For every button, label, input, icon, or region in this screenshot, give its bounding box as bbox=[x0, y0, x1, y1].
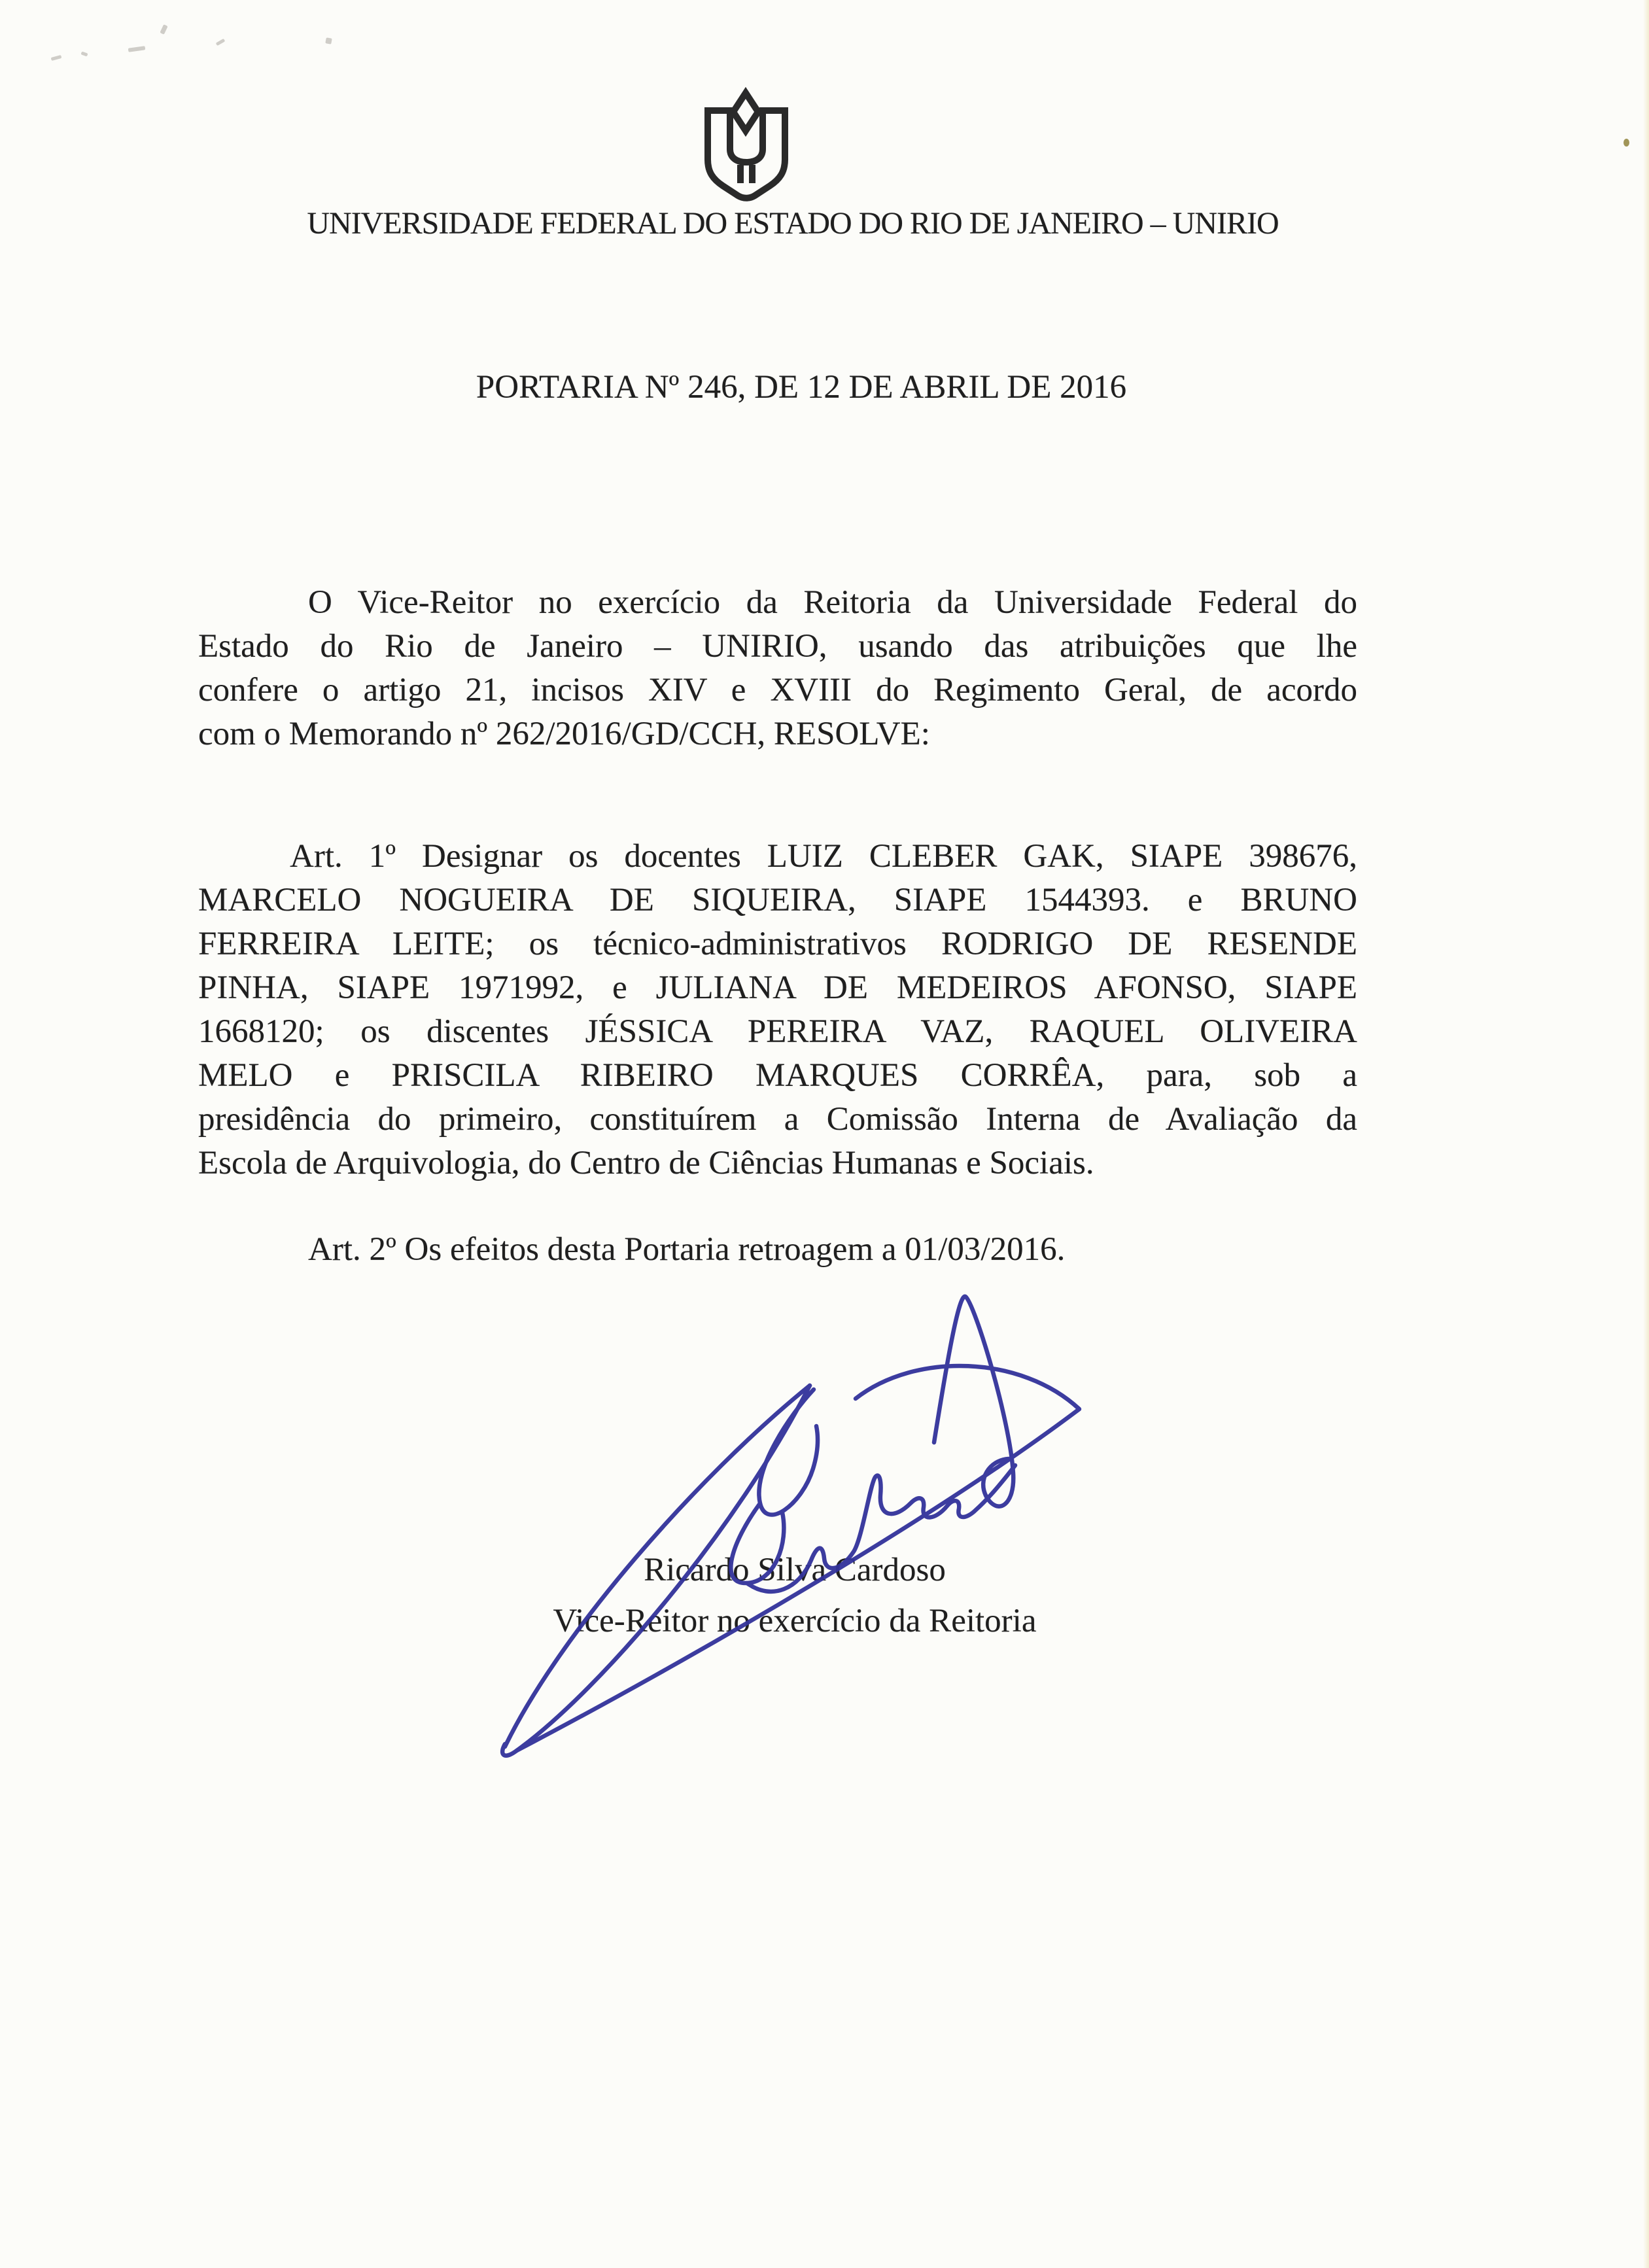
pencil-scuff bbox=[128, 46, 146, 52]
article-1-line: MELO e PRISCILA RIBEIRO MARQUES CORRÊA, para, sob a bbox=[198, 1057, 1357, 1094]
article-1-line: presidência do primeiro, constituírem a Comissão Interna de Avaliação da bbox=[198, 1101, 1357, 1138]
pencil-scuff bbox=[80, 51, 88, 56]
paper-speck bbox=[1623, 139, 1629, 147]
preamble-line: Estado do Rio de Janeiro – UNIRIO, usando das atribuições que lhe bbox=[198, 628, 1357, 665]
signature-stroke bbox=[759, 1389, 818, 1514]
article-1-line: Escola de Arquivologia, do Centro de Ciências Humanas e Sociais. bbox=[198, 1145, 1094, 1181]
document-title: PORTARIA Nº 246, DE 12 DE ABRIL DE 2016 bbox=[476, 369, 1127, 406]
logo-u-shape bbox=[708, 111, 785, 198]
preamble-line: O Vice-Reitor no exercício da Reitoria da Universidade Federal do bbox=[308, 584, 1357, 621]
preamble-line: confere o artigo 21, incisos XIV e XVIII do Regimento Geral, de acordo bbox=[198, 672, 1357, 708]
preamble-paragraph bbox=[198, 581, 1357, 756]
article-1-line: FERREIRA LEITE; os técnico-administrativos RODRIGO DE RESENDE bbox=[198, 926, 1357, 962]
signature-stroke bbox=[934, 1297, 1013, 1507]
pencil-scuff bbox=[216, 39, 226, 46]
pencil-scuff bbox=[325, 37, 332, 44]
article-1-line: PINHA, SIAPE 1971992, e JULIANA DE MEDEIROS AFONSO, SIAPE bbox=[198, 969, 1357, 1006]
signatory-role: Vice-Reitor no exercício da Reitoria bbox=[553, 1603, 1037, 1639]
signature-block bbox=[0, 1544, 1589, 1647]
preamble-line: com o Memorando nº 262/2016/GD/CCH, RESOLVE: bbox=[198, 716, 930, 752]
logo-stem-slot bbox=[740, 165, 752, 183]
article-1-line: Art. 1º Designar os docentes LUIZ CLEBER GAK, SIAPE 398676, bbox=[290, 838, 1357, 875]
institution-name: UNIVERSIDADE FEDERAL DO ESTADO DO RIO DE JANEIRO – UNIRIO bbox=[307, 206, 1279, 241]
pencil-scuff bbox=[51, 55, 62, 61]
article-1-line: MARCELO NOGUEIRA DE SIQUEIRA, SIAPE 1544393. e BRUNO bbox=[198, 882, 1357, 918]
pencil-scuff bbox=[160, 24, 167, 35]
signatory-name: Ricardo Silva Cardoso bbox=[644, 1552, 946, 1588]
article-2-paragraph bbox=[198, 1228, 1357, 1272]
article-1-paragraph bbox=[198, 835, 1357, 1185]
article-2-line: Art. 2º Os efeitos desta Portaria retroagem a 01/03/2016. bbox=[308, 1231, 1066, 1268]
logo-diamond bbox=[733, 93, 758, 131]
scan-edge-shadow bbox=[1643, 0, 1649, 2268]
unirio-logo-icon bbox=[687, 80, 805, 204]
article-1-line: 1668120; os discentes JÉSSICA PEREIRA VAZ, RAQUEL OLIVEIRA bbox=[198, 1013, 1357, 1050]
